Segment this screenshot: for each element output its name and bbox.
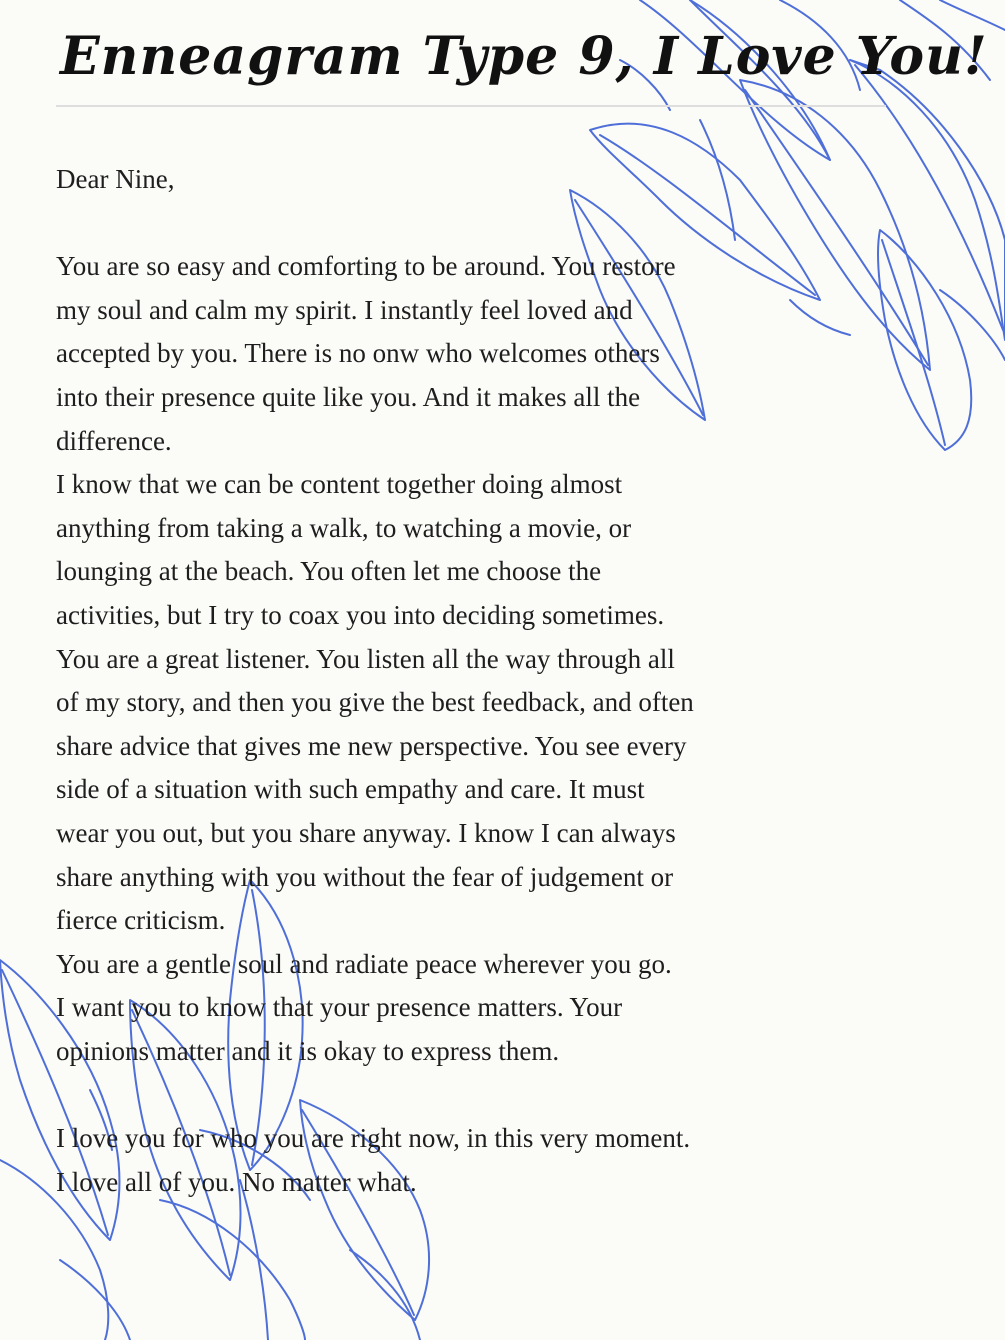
letter-closing-line: I love you for who you are right now, in this very moment. [56, 1123, 691, 1154]
letter-line: You are a gentle soul and radiate peace wherever you go. [56, 948, 672, 979]
letter-line: opinions matter and it is okay to express them. [56, 1035, 560, 1066]
letter-line: into their presence quite like you. And it makes all the [56, 381, 641, 412]
letter-body [56, 158, 896, 1204]
letter-line: You are a great listener. You listen all the way through all [56, 643, 675, 674]
letter-line: of my story, and then you give the best feedback, and often [56, 687, 694, 718]
page-title: Enneagram Type 9, I Love You! [60, 26, 988, 87]
letter-line: accepted by you. There is no onw who welcomes others [56, 338, 660, 369]
letter-line: fierce criticism. [56, 905, 226, 936]
title-divider [56, 105, 886, 107]
letter-line: I want you to know that your presence matters. Your [56, 992, 623, 1023]
paragraph-gap [56, 1073, 896, 1117]
letter-closing-line: I love all of you. No matter what. [56, 1166, 417, 1197]
letter-line: You are so easy and comforting to be around. You restore [56, 251, 676, 282]
letter-line: side of a situation with such empathy and care. It must [56, 774, 645, 805]
letter-line: share anything with you without the fear of judgement or [56, 861, 674, 892]
letter-line: activities, but I try to coax you into deciding sometimes. [56, 599, 665, 630]
letter-line: share advice that gives me new perspective. You see every [56, 730, 687, 761]
paragraph-gap [56, 202, 896, 246]
letter-line: my soul and calm my spirit. I instantly feel loved and [56, 294, 633, 325]
letter-line: lounging at the beach. You often let me choose the [56, 556, 602, 587]
letter-line: I know that we can be content together doing almost [56, 469, 623, 500]
letter-line: anything from taking a walk, to watching a movie, or [56, 512, 632, 543]
letter-line: difference. [56, 425, 172, 456]
letter-line: wear you out, but you share anyway. I know I can always [56, 817, 676, 848]
letter-greeting: Dear Nine, [56, 164, 175, 194]
